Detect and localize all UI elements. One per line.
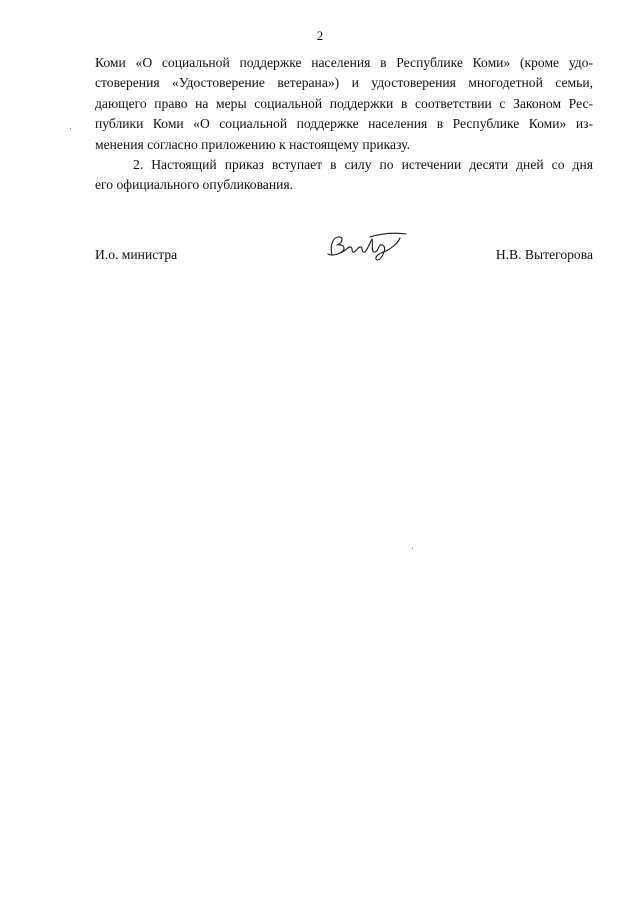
paragraph-line: дающего право на меры социальной поддержки в соответствии с Законом Рес- [95, 95, 593, 111]
scan-speck [70, 128, 71, 129]
paragraph-line: стоверения «Удостоверение ветерана») и удостоверения многодетной семьи, [95, 75, 593, 91]
page-number: 2 [316, 28, 324, 43]
paragraph-line: его официального опубликования. [95, 177, 294, 193]
handwritten-signature [320, 229, 410, 267]
paragraph-1 [95, 53, 593, 155]
paragraph-2 [95, 155, 593, 196]
document-body [95, 53, 593, 196]
paragraph-line: 2. Настоящий приказ вступает в силу по истечении десяти дней со дня [133, 157, 593, 173]
scan-speck [412, 548, 413, 549]
signatory-title: И.о. министра [95, 247, 178, 262]
paragraph-line: менения согласно приложению к настоящему приказу. [95, 136, 411, 152]
signature-block [95, 243, 593, 267]
paragraph-line: Коми «О социальной поддержке населения в Республике Коми» (кроме удо- [95, 55, 593, 70]
signatory-name: Н.В. Вытегорова [495, 247, 593, 262]
paragraph-line: публики Коми «О социальной поддержке населения в Республике Коми» из- [95, 116, 593, 132]
